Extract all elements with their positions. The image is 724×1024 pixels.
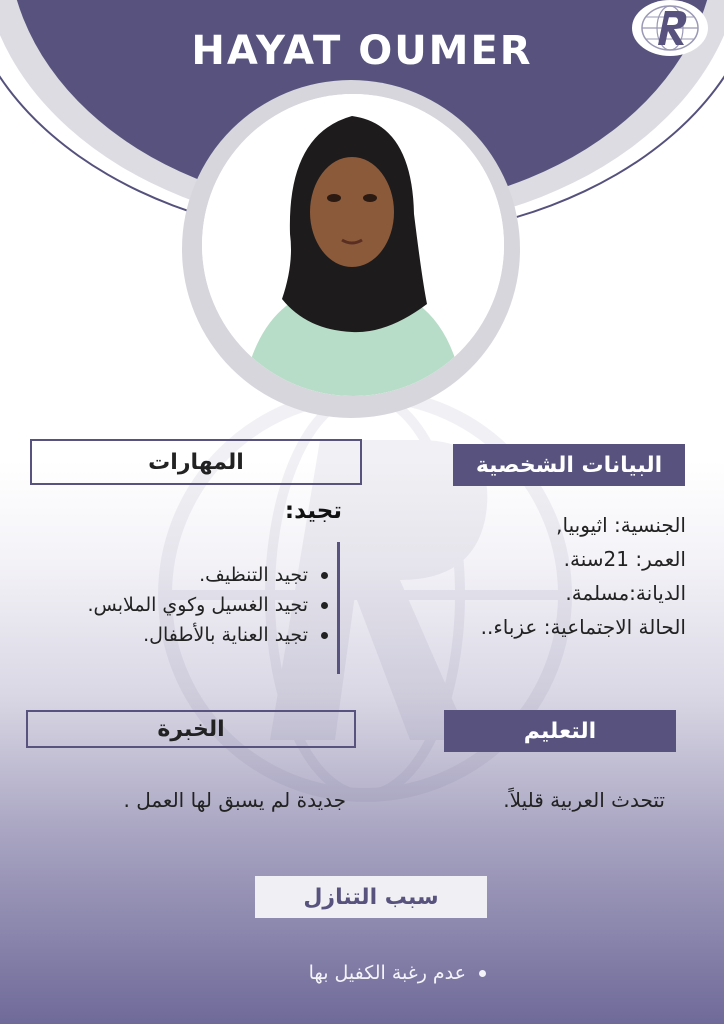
list-item: عدم رغبة الكفيل بها — [230, 958, 466, 988]
skills-subheading: تجيد: — [284, 498, 342, 524]
list-item: تجيد الغسيل وكوي الملابس. — [20, 590, 308, 620]
skills-heading: المهارات — [30, 439, 362, 485]
education-text: تتحدث العربية قليلاً. — [503, 788, 665, 812]
candidate-photo — [202, 94, 504, 396]
experience-heading: الخبرة — [26, 710, 356, 748]
personal-data-list — [400, 508, 686, 644]
skills-divider — [337, 542, 340, 674]
candidate-name: HAYAT OUMER — [191, 28, 533, 74]
religion-line: الديانة:مسلمة. — [565, 581, 686, 605]
list-item: تجيد التنظيف. — [20, 560, 308, 590]
list-item: تجيد العناية بالأطفال. — [20, 620, 308, 650]
personal-data-heading: البيانات الشخصية — [453, 444, 685, 486]
reason-list — [230, 958, 488, 988]
marital-status-line: الحالة الاجتماعية: عزباء.. — [480, 615, 686, 639]
r-globe-logo-icon — [632, 0, 708, 56]
experience-text: جديدة لم يسبق لها العمل . — [123, 788, 346, 812]
education-heading: التعليم — [444, 710, 676, 752]
skills-list — [20, 560, 330, 650]
age-line: العمر: 21سنة. — [563, 547, 686, 571]
nationality-line: الجنسية: اثيوبيا, — [556, 513, 686, 537]
reason-heading: سبب التنازل — [255, 876, 487, 918]
